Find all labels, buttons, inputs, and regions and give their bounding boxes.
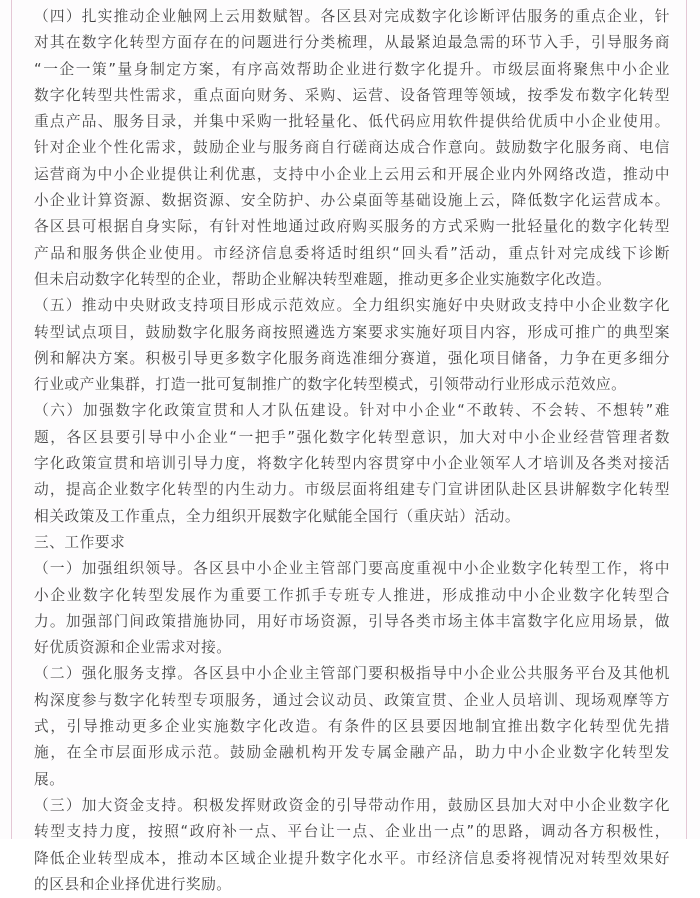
text-line: 式，引导推动更多企业实施数字化改造。有条件的区县要因地制宜推出数字化转型优先措: [34, 718, 670, 736]
text-line: （四）扎实推动企业触网上云用数赋智。各区县对完成数字化诊断评估服务的重点企业，针: [34, 8, 670, 25]
text-line: 题，各区县要引导中小企业“一把手”强化数字化转型意识，加大对中小企业经营管理者数: [34, 428, 670, 446]
text-line: 转型支持力度，按照“政府补一点、平台让一点、企业出一点”的思路，调动各方积极性，: [34, 823, 670, 841]
paragraph-service-support: [34, 661, 670, 792]
paragraph-digital-empowerment: [34, 4, 670, 293]
text-line: 重点产品、服务目录，并集中采购一批轻量化、低代码应用软件提供给优质中小企业使用。: [34, 113, 670, 131]
right-border-line: [686, 0, 687, 839]
text-line: 但未启动数字化转型的企业，帮助企业解决转型难题，推动更多企业实施数字化改造。: [34, 270, 612, 288]
text-line: 例和解决方案。积极引导更多数字化服务商选准细分赛道，强化项目储备，力争在更多细分: [34, 349, 670, 367]
text-line: （六）加强数字化政策宣贯和人才队伍建设。针对中小企业“不敢转、不会转、不想转”难: [34, 402, 670, 420]
text-line: 的区县和企业择优进行奖励。: [34, 875, 232, 893]
text-line: 小企业数字化转型发展作为重要工作抓手专班专人推进，形成推动中小企业数字化转型合: [34, 586, 670, 604]
text-line: 构深度参与数字化转型专项服务，通过会议动员、政策宣贯、企业人员培训、现场观摩等方: [34, 691, 670, 709]
text-line: 相关政策及工作重点，全力组织开展数字化赋能全国行（重庆站）活动。: [34, 507, 521, 525]
text-line: 降低企业转型成本，推动本区域企业提升数字化水平。市经济信息委将视情况对转型效果好: [34, 849, 670, 867]
text-line: （三）加大资金支持。积极发挥财政资金的引导带动作用，鼓励区县加大对中小企业数字化: [34, 796, 670, 814]
text-line: 行业或产业集群，打造一批可复制推广的数字化转型模式，引领带动行业形成示范效应。: [34, 376, 627, 394]
paragraph-central-finance-pilot: [34, 293, 670, 398]
left-border-line: [11, 0, 12, 839]
text-line: （二）强化服务支撑。各区县中小企业主管部门要积极指导中小企业公共服务平台及其他机: [34, 665, 670, 683]
text-line: 各区县可根据自身实际，有针对性地通过政府购买服务的方式采购一批轻量化的数字化转型: [34, 218, 670, 236]
paragraph-policy-talent: [34, 398, 670, 529]
section-heading-work-requirements: [34, 530, 670, 556]
text-line: 小企业计算资源、数据资源、安全防护、办公桌面等基础设施上云，降低数字化运营成本。: [34, 192, 670, 210]
paragraph-funding-support: [34, 793, 670, 898]
section-heading: 三、工作要求: [34, 533, 126, 551]
text-line: 运营商为中小企业提供让利优惠，支持中小企业上云用云和开展企业内外网络改造，推动中: [34, 165, 670, 183]
text-line: 动，提高企业数字化转型的内生动力。市级层面将组建专门宣讲团队赴区县讲解数字化转型: [34, 481, 670, 499]
text-line: 好优质资源和企业需求对接。: [34, 639, 232, 657]
text-line: “一企一策”量身制定方案，有序高效帮助企业进行数字化提升。市级层面将聚焦中小企业: [34, 60, 670, 78]
text-line: 展。: [34, 770, 65, 788]
text-line: （五）推动中央财政支持项目形成示范效应。全力组织实施好中央财政支持中小企业数字化: [34, 297, 670, 315]
text-line: 针对企业个性化需求，鼓励企业与服务商自行磋商达成合作意向。鼓励数字化服务商、电信: [34, 139, 670, 157]
text-line: 转型试点项目，鼓励数字化服务商按照遴选方案要求实施好项目内容，形成可推广的典型案: [34, 323, 670, 341]
text-line: 力。加强部门间政策措施协同，用好市场资源，引导各类市场主体丰富数字化应用场景，做: [34, 612, 670, 630]
text-line: （一）加强组织领导。各区县中小企业主管部门要高度重视中小企业数字化转型工作，将中: [34, 560, 670, 578]
text-line: 数字化转型共性需求，重点面向财务、采购、运营、设备管理等领域，按季发布数字化转型: [34, 86, 670, 104]
paragraph-organization-leadership: [34, 556, 670, 661]
text-line: 对其在数字化转型方面存在的问题进行分类梳理，从最紧迫最急需的环节入手，引导服务商: [34, 34, 670, 52]
text-line: 产品和服务供企业使用。市经济信息委将适时组织“回头看”活动，重点针对完成线下诊断: [34, 244, 670, 262]
text-line: 字化政策宣贯和培训引导力度，将数字化转型内容贯穿中小企业领军人才培训及各类对接活: [34, 455, 670, 473]
text-line: 施，在全市层面形成示范。鼓励金融机构开发专属金融产品，助力中小企业数字化转型发: [34, 744, 670, 762]
document-body: [34, 4, 670, 898]
